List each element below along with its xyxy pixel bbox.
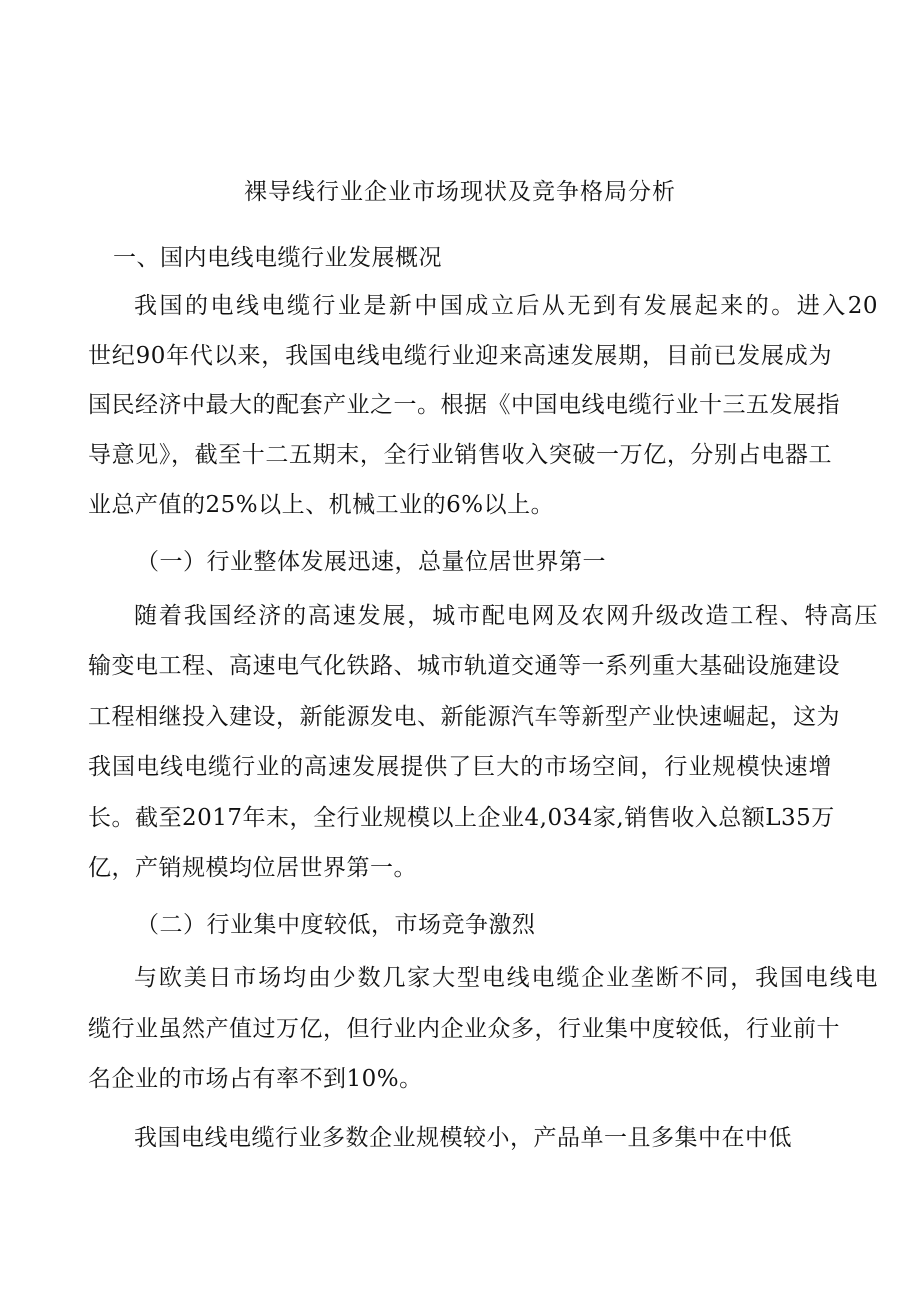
paragraph-line: 亿，产销规模均位居世界第一。 [88,855,417,881]
section-heading: 一、国内电线电缆行业发展概况 [113,245,442,271]
document-title: 裸导线行业企业市场现状及竞争格局分析 [244,179,676,205]
paragraph-line: 工程相继投入建设，新能源发电、新能源汽车等新型产业快速崛起，这为 [88,704,840,730]
subsection-heading: （一）行业整体发展迅速，总量位居世界第一 [136,549,606,575]
paragraph-line: 名企业的市场占有率不到10%。 [88,1066,423,1092]
subsection-heading: （二）行业集中度较低，市场竞争激烈 [136,912,536,938]
paragraph-line: 与欧美日市场均由少数几家大型电线电缆企业垄断不同，我国电线电 [134,965,878,991]
paragraph-line: 随着我国经济的高速发展，城市配电网及农网升级改造工程、特高压 [134,603,878,629]
paragraph-line: 我国电线电缆行业多数企业规模较小，产品单一且多集中在中低 [134,1125,792,1151]
paragraph-line: 缆行业虽然产值过万亿，但行业内企业众多，行业集中度较低，行业前十 [88,1016,840,1042]
paragraph-line: 我国的电线电缆行业是新中国成立后从无到有发展起来的。进入20 [134,293,878,319]
paragraph-line: 世纪90年代以来，我国电线电缆行业迎来高速发展期，目前已发展成为 [88,343,832,369]
paragraph-line: 长。截至2017年末，全行业规模以上企业4,034家,销售收入总额L35万 [88,805,835,831]
paragraph-line: 我国电线电缆行业的高速发展提供了巨大的市场空间，行业规模快速增 [88,754,832,780]
paragraph-line: 输变电工程、高速电气化铁路、城市轨道交通等一系列重大基础设施建设 [88,653,840,679]
paragraph-line: 业总产值的25%以上、机械工业的6%以上。 [88,492,555,518]
paragraph-line: 导意见》，截至十二五期末，全行业销售收入突破一万亿，分别占电器工 [88,442,832,468]
paragraph-line: 国民经济中最大的配套产业之一。根据《中国电线电缆行业十三五发展指 [88,392,840,418]
